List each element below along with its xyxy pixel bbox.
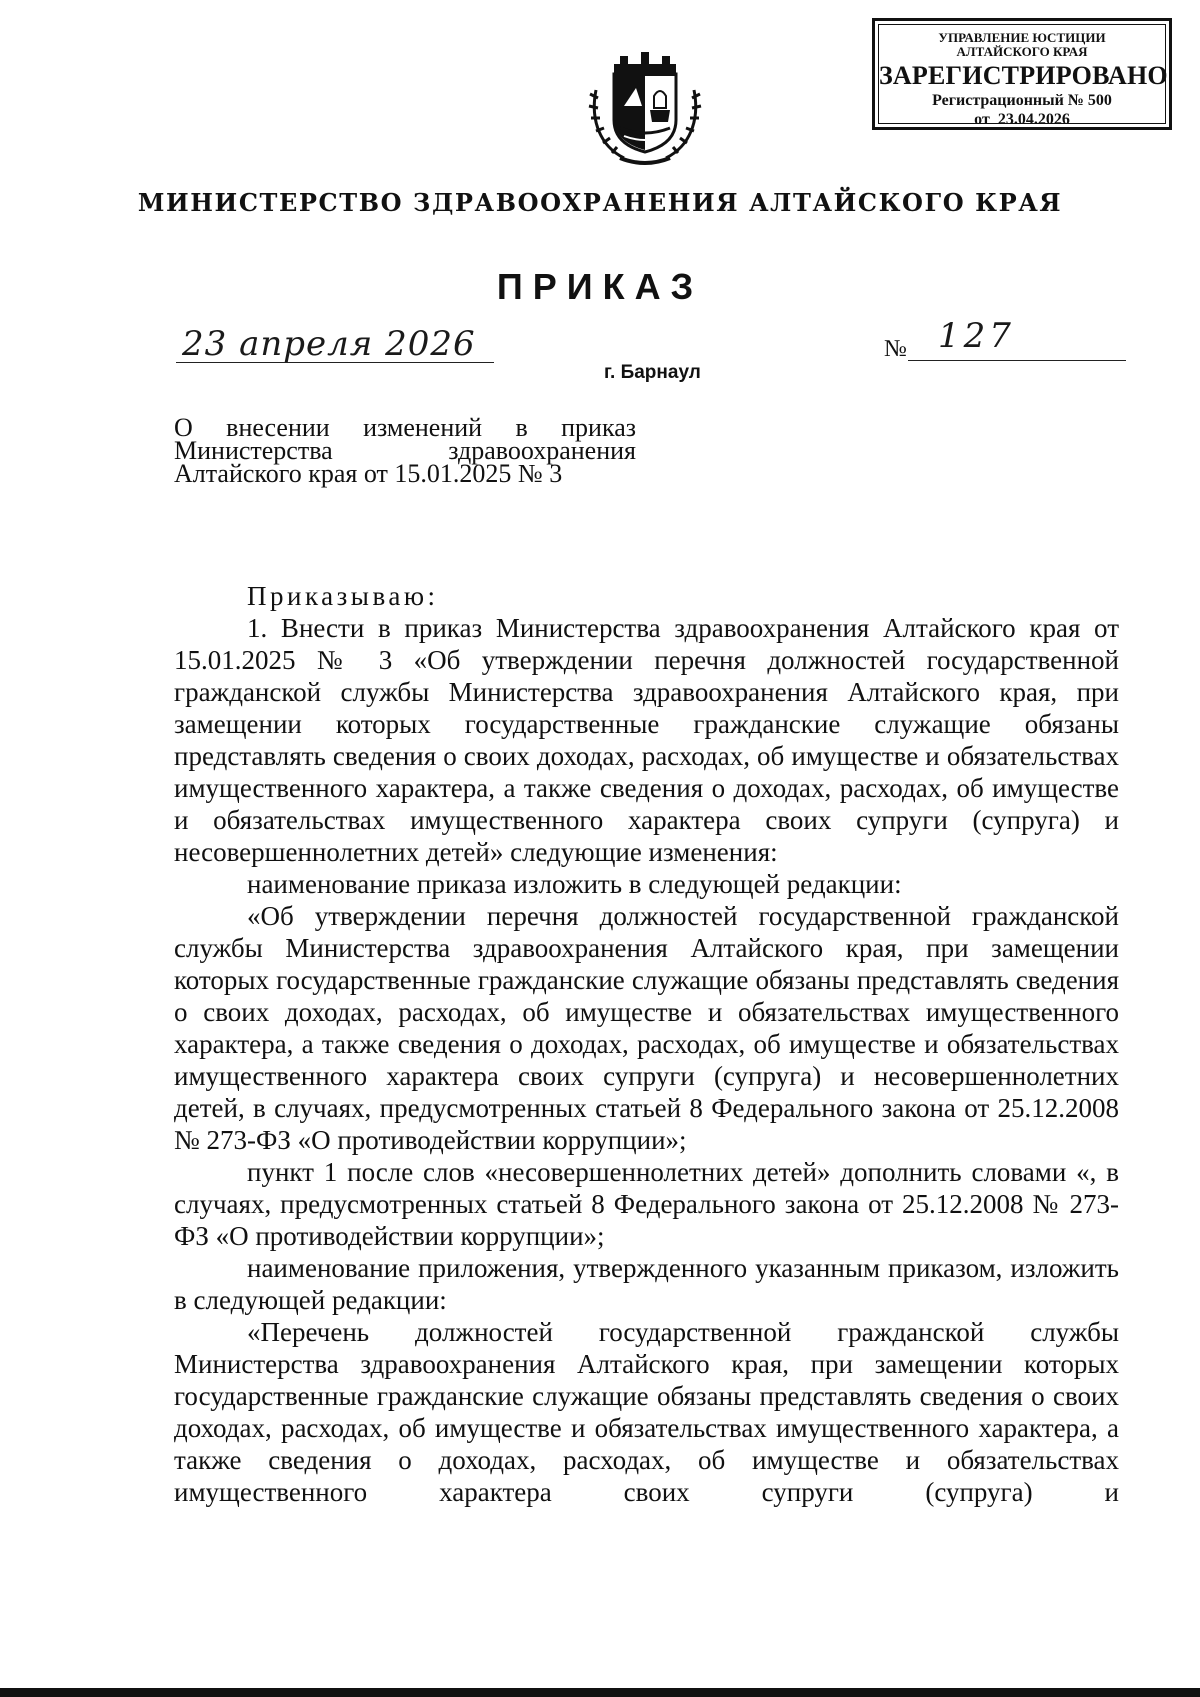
order-subject: О внесении изменений в приказ Министерства здравоохранения Алтайского края от 15.01.2025 № 3 [174,413,636,488]
paragraph-4: пункт 1 после слов «несовершеннолетних детей» дополнить словами «, в случаях, предусмотренных статьей 8 Федерального закона от 25.12.2008 № 273-ФЗ «О противодействии коррупции»; [174,1157,1119,1251]
ministry-name: МИНИСТЕРСТВО ЗДРАВООХРАНЕНИЯ АЛТАЙСКОГО КРАЯ [137,188,1063,217]
order-body [174,580,1119,1508]
date-underline [176,362,494,363]
paragraph-5: наименование приложения, утвержденного указанным приказом, изложить в следующей редакции: [174,1253,1119,1315]
order-directive-word: Приказываю: [247,581,439,611]
stamp-reg-number: Регистрационный № 500 [932,92,1112,109]
stamp-inner-frame [878,24,1168,128]
handwritten-order-date: 23 апреля 2026 [182,324,476,364]
city-name: г. Барнаул [604,362,701,383]
paragraph-2: наименование приказа изложить в следующей редакции: [247,869,902,899]
stamp-reg-date: от 23.04.2026 [974,111,1070,128]
handwritten-order-number: 127 [938,316,1015,356]
paragraph-3: «Об утверждении перечня должностей государственной гражданской службы Министерства здравоохранения Алтайского края, при замещении которых государственные гражданские служащие обязаны представлять сведения о своих доходах, расходах, об имуществе и обязательствах имущественного характера, а также сведения о доходах, расходах, об имуществе и обязательствах имущественного характера своих супруги (супруга) и несовершеннолетних детей, в случаях, предусмотренных статьей 8 Федерального закона от 25.12.2008 № 273-ФЗ «О противодействии коррупции»; [174,901,1119,1155]
registration-stamp [872,18,1172,130]
paragraph-6: «Перечень должностей государственной гражданской службы Министерства здравоохранения Алтайского края, при замещении которых государственные гражданские служащие обязаны представлять сведения о своих доходах, расходах, об имуществе и обязательствах имущественного характера, а также сведения о доходах, расходах, об имуществе и обязательствах имущественного характера своих супруги (супруга) и [174,1317,1119,1507]
stamp-status: ЗАРЕГИСТРИРОВАНО [879,61,1168,90]
coat-of-arms-emblem [584,50,706,172]
stamp-department: УПРАВЛЕНИЕ ЮСТИЦИИ АЛТАЙСКОГО КРАЯ [938,30,1106,59]
document-type-title: ПРИКАЗ [496,266,704,307]
paragraph-1: 1. Внести в приказ Министерства здравоохранения Алтайского края от 15.01.2025 № 3 «Об утверждении перечня должностей государственной гражданской службы Министерства здравоохранения Алтайского края, при замещении которых государственные гражданские служащие обязаны представлять сведения о своих доходах, расходах, об имуществе и обязательствах имущественного характера, а также сведения о доходах, расходах, об имуществе и обязательствах имущественного характера своих супруги (супруга) и несовершеннолетних детей» следующие изменения: [174,613,1119,867]
number-underline [908,360,1126,361]
page-bottom-rule [0,1688,1200,1697]
number-label: № [884,336,907,362]
